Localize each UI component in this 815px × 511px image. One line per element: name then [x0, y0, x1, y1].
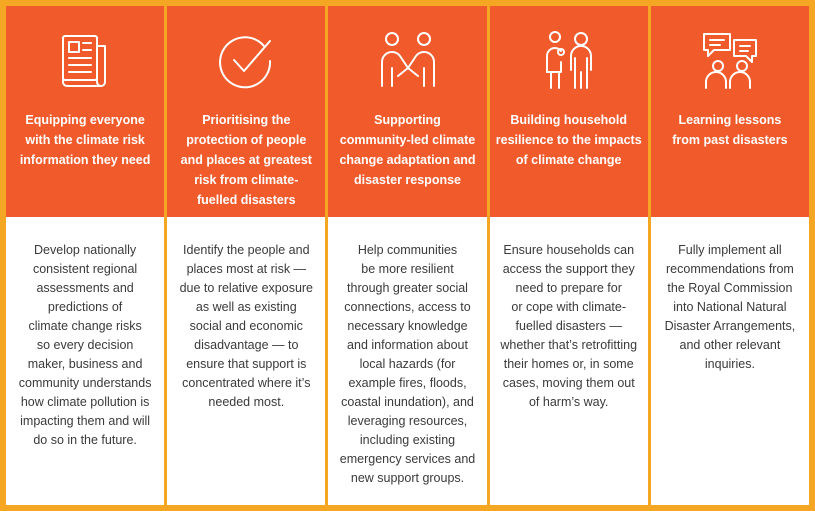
- column-household-resilience: [490, 6, 648, 505]
- family-icon: [537, 28, 601, 92]
- discussion-icon: [698, 28, 762, 92]
- column-title: Supporting community-led climate change adaptation and disaster response: [339, 113, 476, 187]
- column-header: [328, 6, 486, 217]
- document-icon: [53, 28, 117, 92]
- column-description: Fully implement all recommendations from the Royal Commission into National Natural Disaster Arrangements, and other relevant inquiries.: [651, 217, 809, 505]
- column-description: Identify the people and places most at risk — due to relative exposure as well as existing social and economic disadvantage — to ensure that support is concentrated where it’s needed most.: [167, 217, 325, 505]
- column-title: Prioritising the protection of people and places at greatest risk from climate- fuelled disasters: [180, 113, 312, 207]
- column-prioritising-protection: [167, 6, 325, 505]
- column-learning-lessons: [651, 6, 809, 505]
- column-description: Help communities be more resilient through greater social connections, access to necessary knowledge and information about local hazards (for example fires, floods, coastal inundation), and leveraging resources, including existing emergency services and new support groups.: [328, 217, 486, 505]
- column-description: Ensure households can access the support they need to prepare for or cope with climate- fuelled disasters — whether that’s retrofitting their homes or, in some cases, moving them out of harm’s way.: [490, 217, 648, 505]
- checkmark-icon: [214, 28, 278, 92]
- column-title: Building household resilience to the impacts of climate change: [495, 113, 642, 167]
- handshake-icon: [376, 28, 440, 92]
- column-title: Equipping everyone with the climate risk information they need: [19, 113, 151, 167]
- column-header: [167, 6, 325, 217]
- column-header: [6, 6, 164, 217]
- column-community-led-adaptation: [328, 6, 486, 505]
- strategy-grid: [6, 6, 809, 505]
- column-header: [651, 6, 809, 217]
- column-climate-risk-information: [6, 6, 164, 505]
- column-title: Learning lessons from past disasters: [672, 113, 788, 147]
- column-description: Develop nationally consistent regional assessments and predictions of climate change risks so every decision maker, business and community understands how climate pollution is impacting them and will do so in the future.: [6, 217, 164, 505]
- column-header: [490, 6, 648, 217]
